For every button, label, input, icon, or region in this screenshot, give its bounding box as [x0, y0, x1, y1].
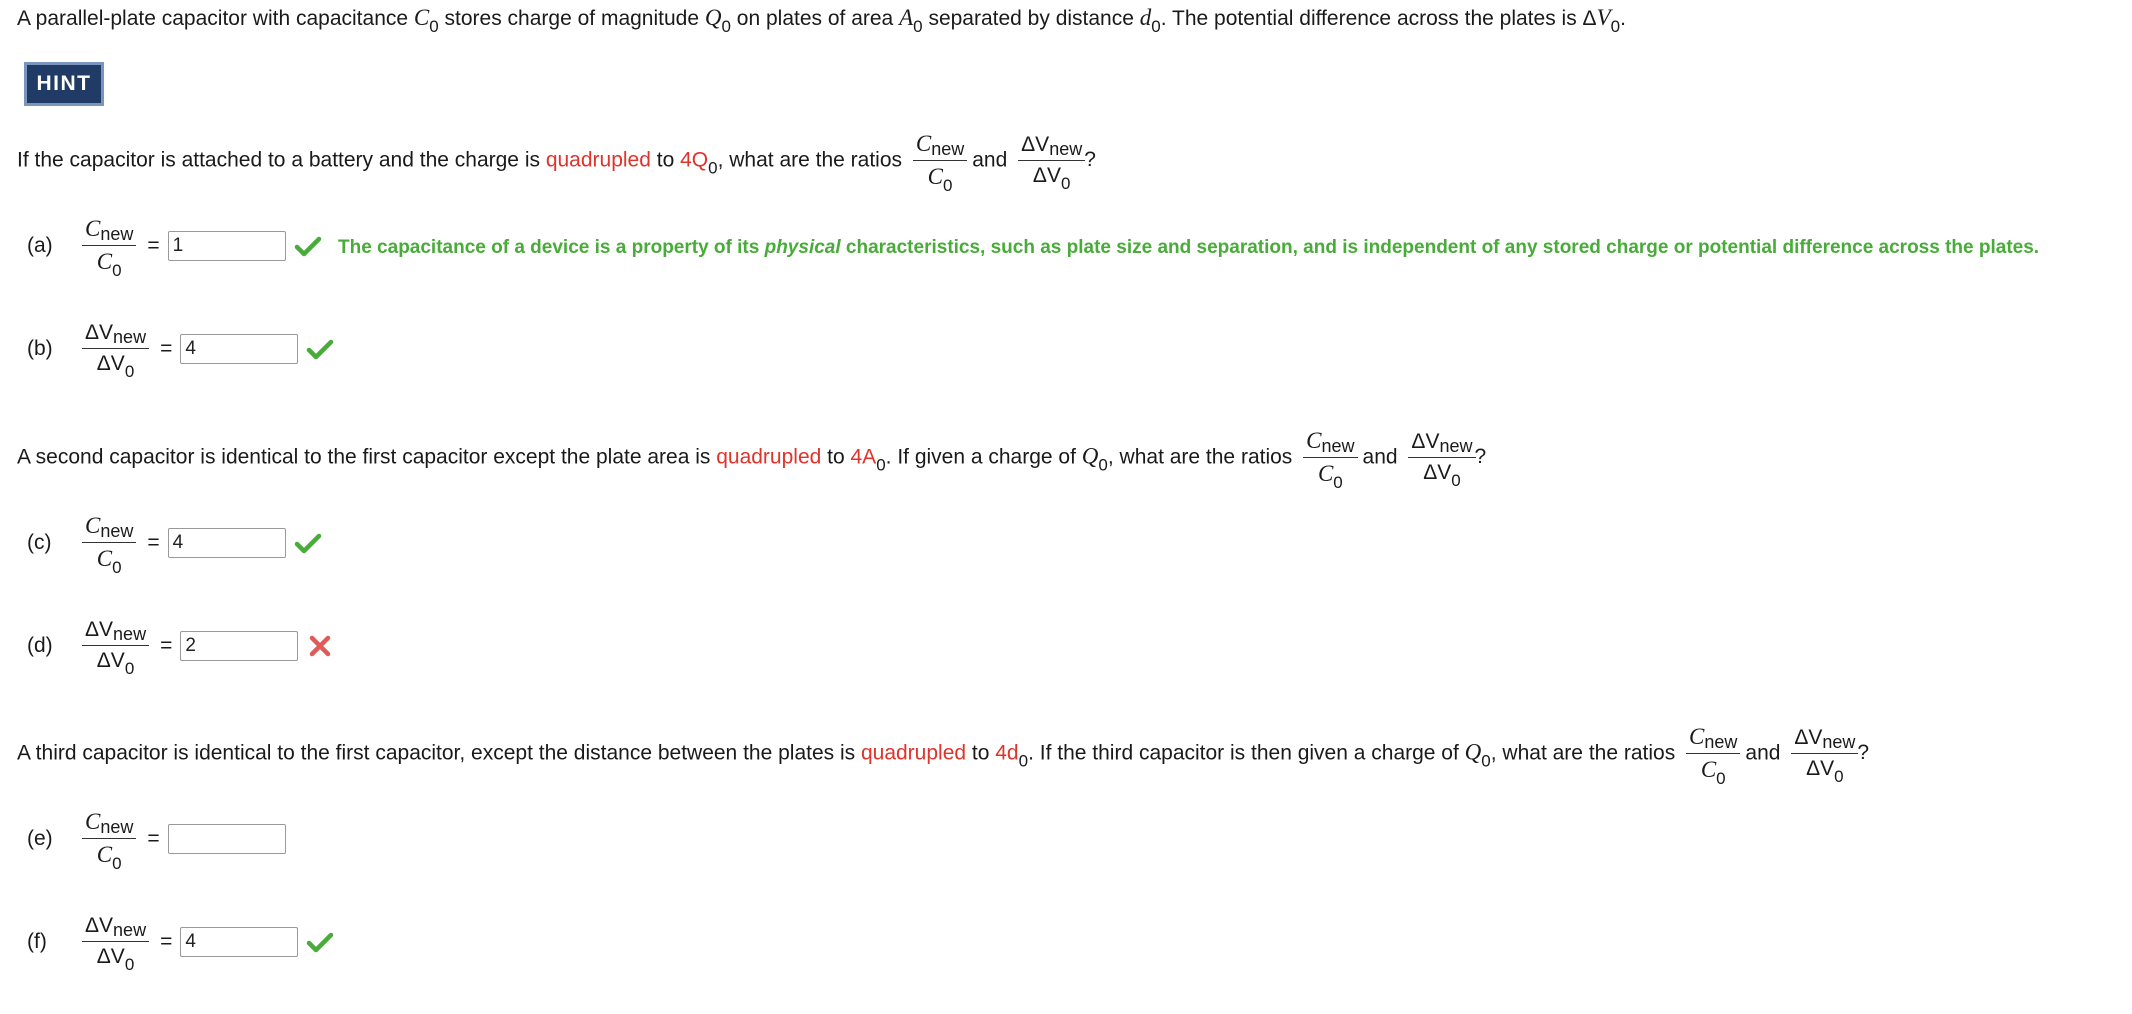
checkmark-icon [294, 234, 322, 258]
answer-input-e[interactable] [168, 824, 286, 854]
ratio-c-fraction: $\frac{C_{new}}{C_0}$ [913, 131, 967, 191]
ratio-v-fraction: $\frac{\Delta V_{new}}{\Delta V_0}$ [1018, 133, 1085, 188]
answer-row-d: (d) $\frac{\Delta V_{new}}{\Delta V_0}$ = 2 [27, 618, 334, 673]
answer-input-c[interactable] [168, 528, 286, 558]
answer-row-f: (f) $\frac{\Delta V_{new}}{\Delta V_0}$ = 4 [27, 914, 334, 969]
question-1-text: If the capacitor is attached to a battery and the charge is quadrupled to $4Q_0$, what are the ratios $\frac{C_{new}}{C_0}$ and $\frac{\Delta V_{new}}{\Delta V_0}$ ? [17, 131, 1096, 196]
answer-row-a: (a) $\frac{C_{new}}{C_0}$ = 1 [27, 216, 322, 276]
answer-input-a[interactable] [168, 231, 286, 261]
ratio-v-fraction: $\frac{\Delta V_{new}}{\Delta V_0}$ [82, 914, 149, 969]
hint-button[interactable]: HINT [24, 62, 104, 106]
question-2-text: A second capacitor is identical to the first capacitor except the plate area is quadrupled to $4A_0$. If given a charge of $Q_0$, what are the ratios $\frac{C_{new}}{C_0}$ and $\frac{\Delta V_{new}}{\Delta V_0}$ ? [17, 428, 1487, 493]
checkmark-icon [306, 337, 334, 361]
ratio-v-fraction: $\frac{\Delta V_{new}}{\Delta V_0}$ [1408, 430, 1475, 485]
answer-row-e: (e) $\frac{C_{new}}{C_0}$ = [27, 809, 286, 869]
answer-row-c: (c) $\frac{C_{new}}{C_0}$ = 4 [27, 513, 322, 573]
question-3-text: A third capacitor is identical to the first capacitor, except the distance between the plates is quadrupled to $4d_0$. If the third capacitor is then given a charge of $Q_0$, what are the ratios $\frac{C_{new}}{C_0}$ and $\frac{\Delta V_{new}}{\Delta V_0}$ ? [17, 724, 1870, 789]
ratio-c-fraction: $\frac{C_{new}}{C_0}$ [1303, 428, 1357, 488]
checkmark-icon [294, 531, 322, 555]
problem-intro: A parallel-plate capacitor with capacitance $C_0$ stores charge of magnitude $Q_0$ on plates of area $A_0$ separated by distance $d_0$. The potential difference across the plates is $\Delta V_0$. [17, 5, 1626, 36]
ratio-v-fraction: $\frac{\Delta V_{new}}{\Delta V_0}$ [82, 618, 149, 673]
ratio-c-fraction: $\frac{C_{new}}{C_0}$ [82, 513, 136, 573]
ratio-v-fraction: $\frac{\Delta V_{new}}{\Delta V_0}$ [82, 321, 149, 376]
ratio-c-fraction: $\frac{C_{new}}{C_0}$ [82, 216, 136, 276]
ratio-c-fraction: $\frac{C_{new}}{C_0}$ [82, 809, 136, 869]
answer-input-b[interactable] [180, 334, 298, 364]
feedback-message-a: The capacitance of a device is a property of its physical characteristics, such as plate size and separation, and is independent of any stored charge or potential difference across the plates. [338, 237, 2040, 258]
ratio-c-fraction: $\frac{C_{new}}{C_0}$ [1686, 724, 1740, 784]
checkmark-icon [306, 930, 334, 954]
answer-input-f[interactable] [180, 927, 298, 957]
answer-input-d[interactable] [180, 631, 298, 661]
answer-row-b: (b) $\frac{\Delta V_{new}}{\Delta V_0}$ = 4 [27, 321, 334, 376]
x-mark-icon [306, 634, 334, 658]
ratio-v-fraction: $\frac{\Delta V_{new}}{\Delta V_0}$ [1791, 726, 1858, 781]
